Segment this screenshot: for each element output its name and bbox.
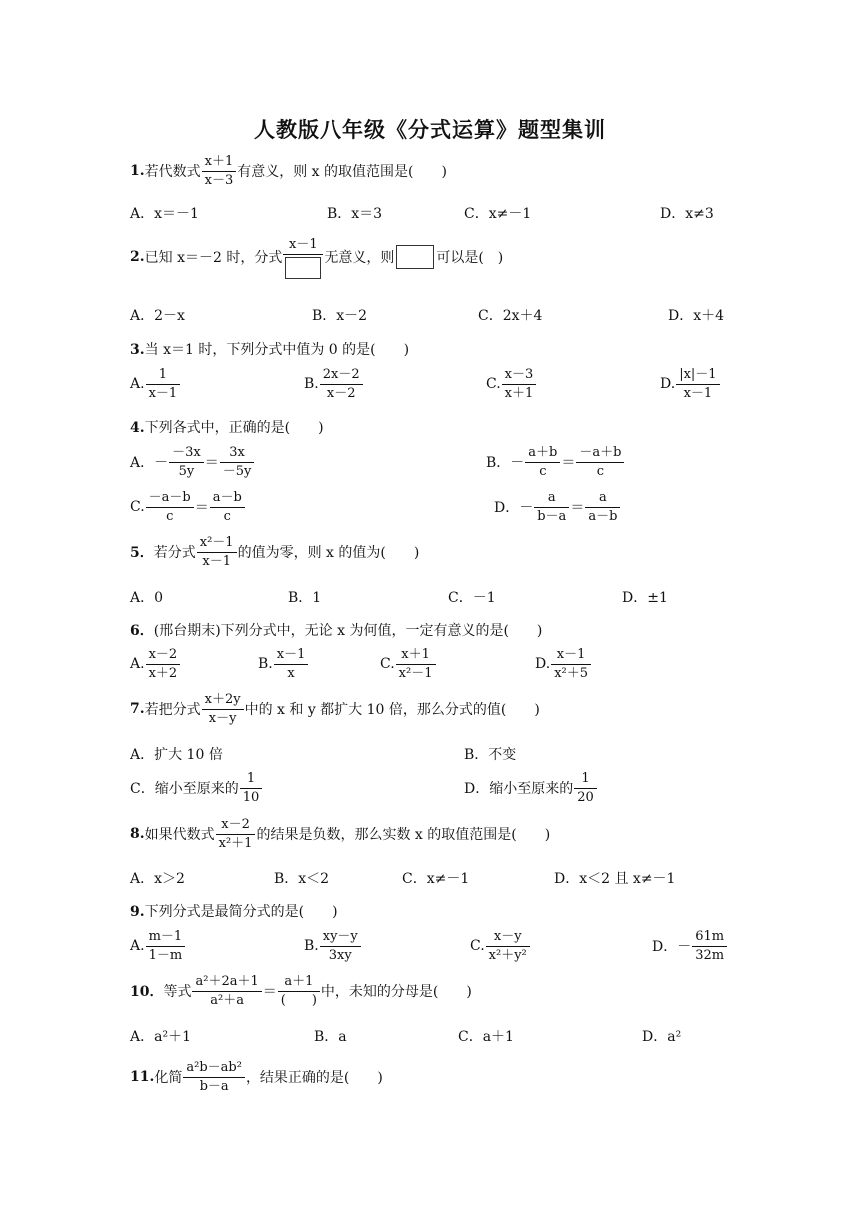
- question-8: [130, 816, 550, 852]
- question-10: [130, 973, 472, 1009]
- option-c: C．x≠－1: [464, 206, 532, 222]
- fraction: $\frac{\text{x²－1}}{x-1}$: [197, 534, 237, 570]
- question-text: (邢台期末)下列分式中，无论 x 为何值，一定有意义的是( ): [153, 623, 543, 639]
- option-c: C. $\frac{-a-b}{c}$ ＝ $\frac{a-b}{c}$: [130, 489, 246, 525]
- option-b: B．x＝3: [327, 206, 383, 222]
- question-text: 若代数式: [144, 164, 201, 181]
- equals-sign: ＝: [262, 984, 277, 1001]
- option-a: A．－ $\frac{-3x}{5y}$ ＝ $\frac{3x}{-5y}$: [130, 444, 255, 480]
- option-c: C. $\frac{x-y}{\text{x²＋y²}}$: [470, 928, 531, 964]
- option-c: C．－1: [448, 590, 496, 606]
- question-number: 7.: [130, 701, 145, 718]
- question-9: [130, 901, 338, 921]
- question-text: 下列各式中，正确的是( ): [144, 420, 324, 436]
- question-text: 如果代数式: [144, 827, 215, 844]
- question-text: 中，未知的分母是( ): [320, 984, 472, 1001]
- question-text: 中的 x 和 y 都扩大 10 倍，那么分式的值( ): [244, 702, 540, 719]
- question-2: [130, 236, 503, 279]
- fraction: $\frac{\text{a²b－ab²}}{b-a}$: [183, 1059, 245, 1095]
- option-b: B. $\frac{2x-2}{x-2}$: [304, 366, 364, 402]
- question-text: 有意义，则 x 的取值范围是( ): [237, 164, 447, 181]
- question-number: 3.: [130, 342, 145, 358]
- option-c: C．2x＋4: [478, 308, 543, 324]
- option-a: A．扩大 10 倍: [130, 747, 223, 763]
- option-d: D．缩小至原来的 $\frac{1}{20}$: [464, 770, 598, 806]
- question-text: 的结果是负数，那么实数 x 的取值范围是( ): [256, 827, 551, 844]
- option-a: A. $\frac{1}{x-1}$: [130, 366, 181, 402]
- option-d: D. $\frac{|x|-1}{x-1}$: [660, 366, 721, 402]
- question-7: [130, 691, 540, 727]
- question-text: 可以是( ): [436, 250, 504, 267]
- question-number: 9.: [130, 904, 145, 920]
- option-c: C. $\frac{x+1}{\text{x²－1}}$: [380, 646, 437, 682]
- question-5: [130, 534, 419, 570]
- question-number: 2.: [130, 249, 145, 266]
- question-4: [130, 417, 324, 437]
- page-title: 人教版八年级《分式运算》题型集训: [254, 118, 606, 142]
- question-text: 的值为零，则 x 的值为( ): [237, 545, 420, 562]
- question-number: 8.: [130, 826, 145, 843]
- option-d: D．±1: [622, 590, 668, 606]
- question-text: 化简: [154, 1070, 183, 1087]
- question-number: 5．: [130, 545, 154, 562]
- option-d: D．x≠3: [660, 206, 714, 222]
- question-number: 1.: [130, 163, 145, 180]
- option-c: C．a＋1: [458, 1029, 514, 1045]
- question-number: 11.: [130, 1069, 155, 1086]
- option-a: A．x＝－1: [130, 206, 199, 222]
- option-c: C．x≠－1: [402, 871, 470, 887]
- question-number: 10．: [130, 984, 164, 1001]
- question-number: 6．: [130, 623, 154, 639]
- fraction: $\frac{x+1}{x-3}$: [202, 153, 237, 189]
- fraction: $\frac{x+2y}{x-y}$: [202, 691, 244, 727]
- option-d: D．x＋4: [668, 308, 725, 324]
- blank-box: [285, 257, 321, 279]
- question-1: [130, 153, 447, 189]
- option-a: A．x＞2: [130, 871, 185, 887]
- option-b: B．a: [314, 1029, 347, 1045]
- fraction: $\frac{a+1}{( )}$: [278, 973, 320, 1009]
- option-d: D. $\frac{x-1}{\text{x²＋5}}$: [535, 646, 592, 682]
- option-c: C．缩小至原来的 $\frac{1}{10}$: [130, 770, 263, 806]
- question-11: [130, 1059, 383, 1095]
- question-text: 无意义，则: [324, 250, 395, 267]
- option-d: D．a²: [642, 1029, 682, 1045]
- option-b: B．x－2: [312, 308, 368, 324]
- option-b: B．－ $\frac{a+b}{c}$ ＝ $\frac{-a+b}{c}$: [486, 444, 625, 480]
- question-text: 等式: [163, 984, 192, 1001]
- question-text: 下列分式是最简分式的是( ): [144, 904, 338, 920]
- question-number: 4.: [130, 420, 145, 436]
- option-d: D．x＜2 且 x≠－1: [554, 871, 676, 887]
- option-a: A．a²＋1: [130, 1029, 191, 1045]
- fraction: $\frac{\text{a²＋2a＋1}}{\text{a²＋a}}$: [192, 973, 261, 1009]
- option-d: D．－ $\frac{61m}{32m}$: [652, 928, 728, 964]
- question-text: 若把分式: [144, 702, 201, 719]
- option-d: D．－ $\frac{a}{b-a}$ ＝ $\frac{a}{a-b}$: [494, 489, 621, 525]
- option-a: A. $\frac{m-1}{1-m}$: [130, 928, 186, 964]
- option-b: B．1: [288, 590, 322, 606]
- option-b: B. $\frac{x-1}{x}$: [258, 646, 309, 682]
- option-a: A．2－x: [130, 308, 185, 324]
- question-text: 已知 x＝－2 时，分式: [144, 250, 283, 267]
- fraction: x－1: [283, 236, 323, 279]
- question-text: 当 x＝1 时，下列分式中值为 0 的是( ): [144, 342, 410, 358]
- option-b: B．不变: [464, 747, 517, 763]
- option-b: B．x＜2: [274, 871, 330, 887]
- question-3: [130, 339, 409, 359]
- blank-box: [396, 245, 434, 269]
- option-a: A．0: [130, 590, 164, 606]
- fraction: $\frac{x-2}{\text{x²＋1}}$: [216, 816, 256, 852]
- option-a: A. $\frac{x-2}{x+2}$: [130, 646, 181, 682]
- option-b: B. $\frac{xy-y}{3xy}$: [304, 928, 362, 964]
- option-c: C. $\frac{x-3}{x+1}$: [486, 366, 537, 402]
- question-text: 若分式: [153, 545, 196, 562]
- question-6: [130, 620, 542, 640]
- question-text: ，结果正确的是( ): [245, 1070, 383, 1087]
